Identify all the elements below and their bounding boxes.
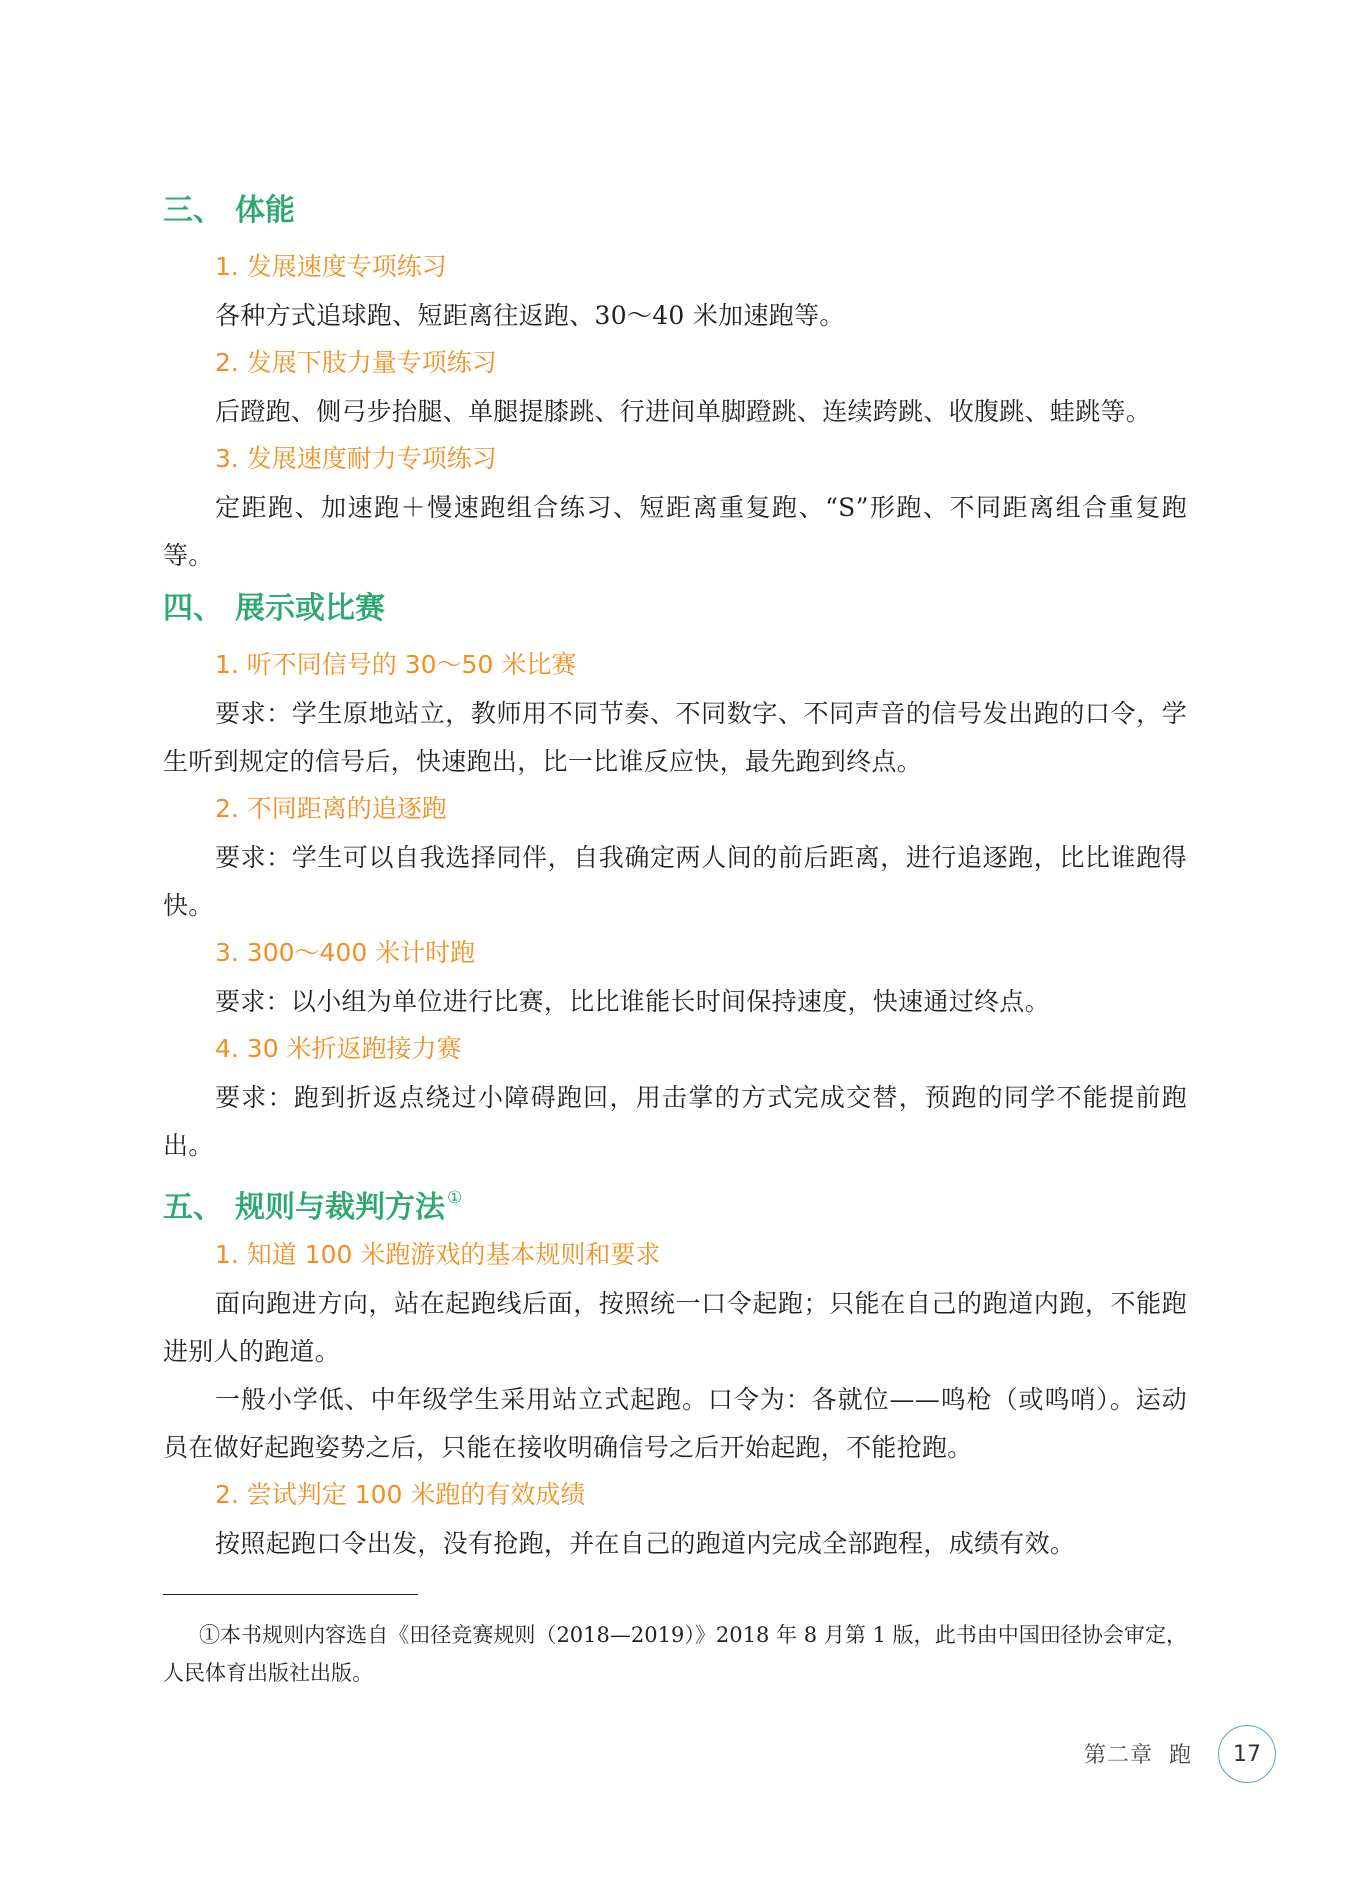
- paragraph: 按照起跑口令出发，没有抢跑，并在自己的跑道内完成全部跑程，成绩有效。: [215, 1529, 1076, 1558]
- chapter-title: 跑: [1169, 1743, 1193, 1768]
- section-number: 五、: [163, 1190, 223, 1225]
- paragraph: 要求：学生可以自我选择同伴，自我确定两人间的前后距离，进行追逐跑，比比谁跑得快。: [163, 843, 1187, 920]
- section-title: 规则与裁判方法: [235, 1190, 445, 1225]
- footnote-marker: ①: [447, 1188, 463, 1208]
- section-number: 三、: [163, 193, 223, 228]
- paragraph: 要求：跑到折返点绕过小障碍跑回，用击掌的方式完成交替，预跑的同学不能提前跑出。: [163, 1083, 1187, 1160]
- paragraph: 各种方式追球跑、短距离往返跑、30～40 米加速跑等。: [215, 301, 845, 330]
- footnote-divider: [163, 1594, 418, 1595]
- subheading: 2. 发展下肢力量专项练习: [215, 348, 497, 377]
- page-number: 17: [1218, 1725, 1276, 1783]
- paragraph: 一般小学低、中年级学生采用站立式起跑。口令为：各就位——鸣枪（或鸣哨）。运动员在做好起跑姿势之后，只能在接收明确信号之后开始起跑，不能抢跑。: [163, 1385, 1187, 1462]
- paragraph: 要求：以小组为单位进行比赛，比比谁能长时间保持速度，快速通过终点。: [215, 987, 1050, 1016]
- subheading: 2. 不同距离的追逐跑: [215, 794, 447, 823]
- footnote: ①本书规则内容选自《田径竞赛规则（2018—2019）》2018 年 8 月第 1 版，此书由中国田径协会审定，人民体育出版社出版。: [163, 1623, 1187, 1685]
- paragraph: 后蹬跑、侧弓步抬腿、单腿提膝跳、行进间单脚蹬跳、连续跨跳、收腹跳、蛙跳等。: [215, 397, 1152, 426]
- paragraph: 面向跑进方向，站在起跑线后面，按照统一口令起跑；只能在自己的跑道内跑，不能跑进别人的跑道。: [163, 1289, 1187, 1366]
- subheading: 4. 30 米折返跑接力赛: [215, 1034, 462, 1063]
- subheading: 3. 300～400 米计时跑: [215, 938, 476, 967]
- chapter-number: 第二章: [1084, 1743, 1154, 1768]
- section-heading-4: [163, 589, 385, 629]
- section-heading-5: [163, 1178, 462, 1228]
- subheading: 1. 发展速度专项练习: [215, 252, 447, 281]
- section-number: 四、: [163, 591, 223, 626]
- chapter-label: [1084, 1738, 1192, 1769]
- section-title: 展示或比赛: [235, 591, 385, 626]
- paragraph: 要求：学生原地站立，教师用不同节奏、不同数字、不同声音的信号发出跑的口令，学生听到规定的信号后，快速跑出，比一比谁反应快，最先跑到终点。: [163, 699, 1187, 776]
- subheading: 3. 发展速度耐力专项练习: [215, 444, 497, 473]
- subheading: 1. 听不同信号的 30～50 米比赛: [215, 650, 577, 679]
- section-heading-3: [163, 191, 295, 231]
- subheading: 2. 尝试判定 100 米跑的有效成绩: [215, 1480, 586, 1509]
- subheading: 1. 知道 100 米跑游戏的基本规则和要求: [215, 1240, 661, 1269]
- section-title: 体能: [235, 193, 295, 228]
- paragraph: 定距跑、加速跑＋慢速跑组合练习、短距离重复跑、“S”形跑、不同距离组合重复跑等。: [163, 493, 1187, 570]
